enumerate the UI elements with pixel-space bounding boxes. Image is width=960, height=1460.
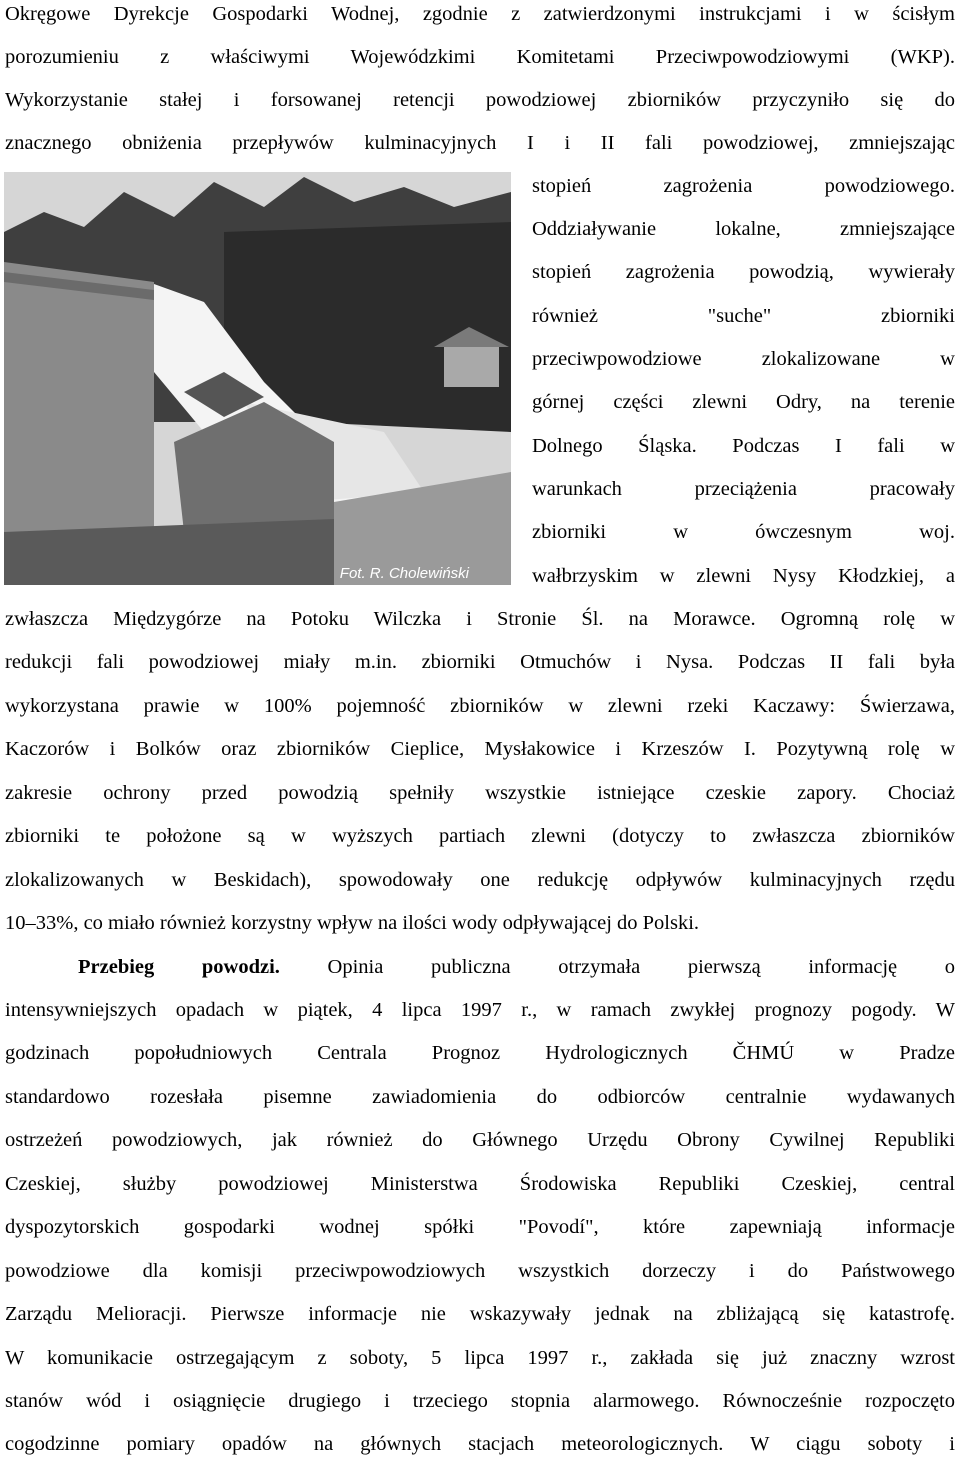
text-line: Dolnego Śląska. Podczas I fali w [532,435,955,457]
text-line: zakresie ochrony przed powodzią spełniły wszystkie istniejące czeskie zapory. Chociaż [5,782,955,804]
section-heading: Przebieg powodzi. [78,956,280,978]
dam-photo-image [4,172,511,585]
text-line: górnej części zlewni Odry, na terenie [532,391,955,413]
text-line: Kaczorów i Bolków oraz zbiorników Cieplice, Mysłakowice i Krzeszów I. Pozytywną rolę w [5,738,955,760]
text-line: również "suche" zbiorniki [532,305,955,327]
text-line: zbiorniki w ówczesnym woj. [532,521,955,543]
text-line: warunkach przeciążenia pracowały [532,478,955,500]
text-line: godzinach popołudniowych Centrala Prognoz Hydrologicznych ČHMÚ w Pradze [5,1042,955,1064]
text-line: Wykorzystanie stałej i forsowanej retencji powodziowej zbiorników przyczyniło się do [5,89,955,111]
text-line: 10–33%, co miało również korzystny wpływ na ilości wody odpływającej do Polski. [5,912,700,934]
text-line: Czeskiej, służby powodziowej Ministerstwa Środowiska Republiki Czeskiej, central [5,1173,955,1195]
text-line: Opinia publiczna otrzymała pierwszą informację o [327,956,955,978]
text-line: cogodzinne pomiary opadów na głównych stacjach meteorologicznych. W ciągu soboty i [5,1433,955,1455]
text-line: powodziowe dla komisji przeciwpowodziowych wszystkich dorzeczy i do Państwowego [5,1260,955,1282]
text-line: stopień zagrożenia powodzią, wywierały [532,261,955,283]
text-line: Zarządu Melioracji. Pierwsze informacje nie wskazywały jednak na zbliżającą się katastrofę. [5,1303,955,1325]
text-line: W komunikacie ostrzegającym z soboty, 5 lipca 1997 r., zakłada się już znaczny wzrost [5,1347,955,1369]
text-line: intensywniejszych opadach w piątek, 4 lipca 1997 r., w ramach zwykłej prognozy pogody. W [5,999,955,1021]
text-line: zbiorniki te położone są w wyższych partiach zlewni (dotyczy to zwłaszcza zbiorników [5,825,955,847]
text-line: zwłaszcza Międzygórze na Potoku Wilczka i Stronie Śl. na Morawce. Ogromną rolę w [5,608,955,630]
text-line: stopień zagrożenia powodziowego. [532,175,955,197]
paragraph-first-line [78,955,955,979]
text-line: wykorzystana prawie w 100% pojemność zbiorników w zlewni rzeki Kaczawy: Świerzawa, [5,695,955,717]
text-line: wałbrzyskim w zlewni Nysy Kłodzkiej, a [532,565,955,587]
text-line: porozumieniu z właściwymi Wojewódzkimi Komitetami Przeciwpowodziowymi (WKP). [5,46,955,68]
text-line: standardowo rozesłała pisemne zawiadomienia do odbiorców centralnie wydawanych [5,1086,955,1108]
text-line: przeciwpowodziowe zlokalizowane w [532,348,955,370]
text-line: znacznego obniżenia przepływów kulminacyjnych I i II fali powodziowej, zmniejszając [5,132,955,154]
text-line: redukcji fali powodziowej miały m.in. zbiorniki Otmuchów i Nysa. Podczas II fali była [5,651,955,673]
text-line: Okręgowe Dyrekcje Gospodarki Wodnej, zgodnie z zatwierdzonymi instrukcjami i w ścisłym [5,3,955,25]
photo-caption: Fot. R. Cholewiński [339,565,469,582]
dam-photo [4,172,511,585]
text-line: stanów wód i osiągnięcie drugiego i trzeciego stopnia alarmowego. Równocześnie rozpoczęto [5,1390,955,1412]
text-line: Oddziaływanie lokalne, zmniejszające [532,218,955,240]
text-line: ostrzeżeń powodziowych, jak również do Głównego Urzędu Obrony Cywilnej Republiki [5,1129,955,1151]
text-line: zlokalizowanych w Beskidach), spowodowały one redukcję odpływów kulminacyjnych rzędu [5,869,955,891]
text-line: dyspozytorskich gospodarki wodnej spółki "Povodí", które zapewniają informacje [5,1216,955,1238]
